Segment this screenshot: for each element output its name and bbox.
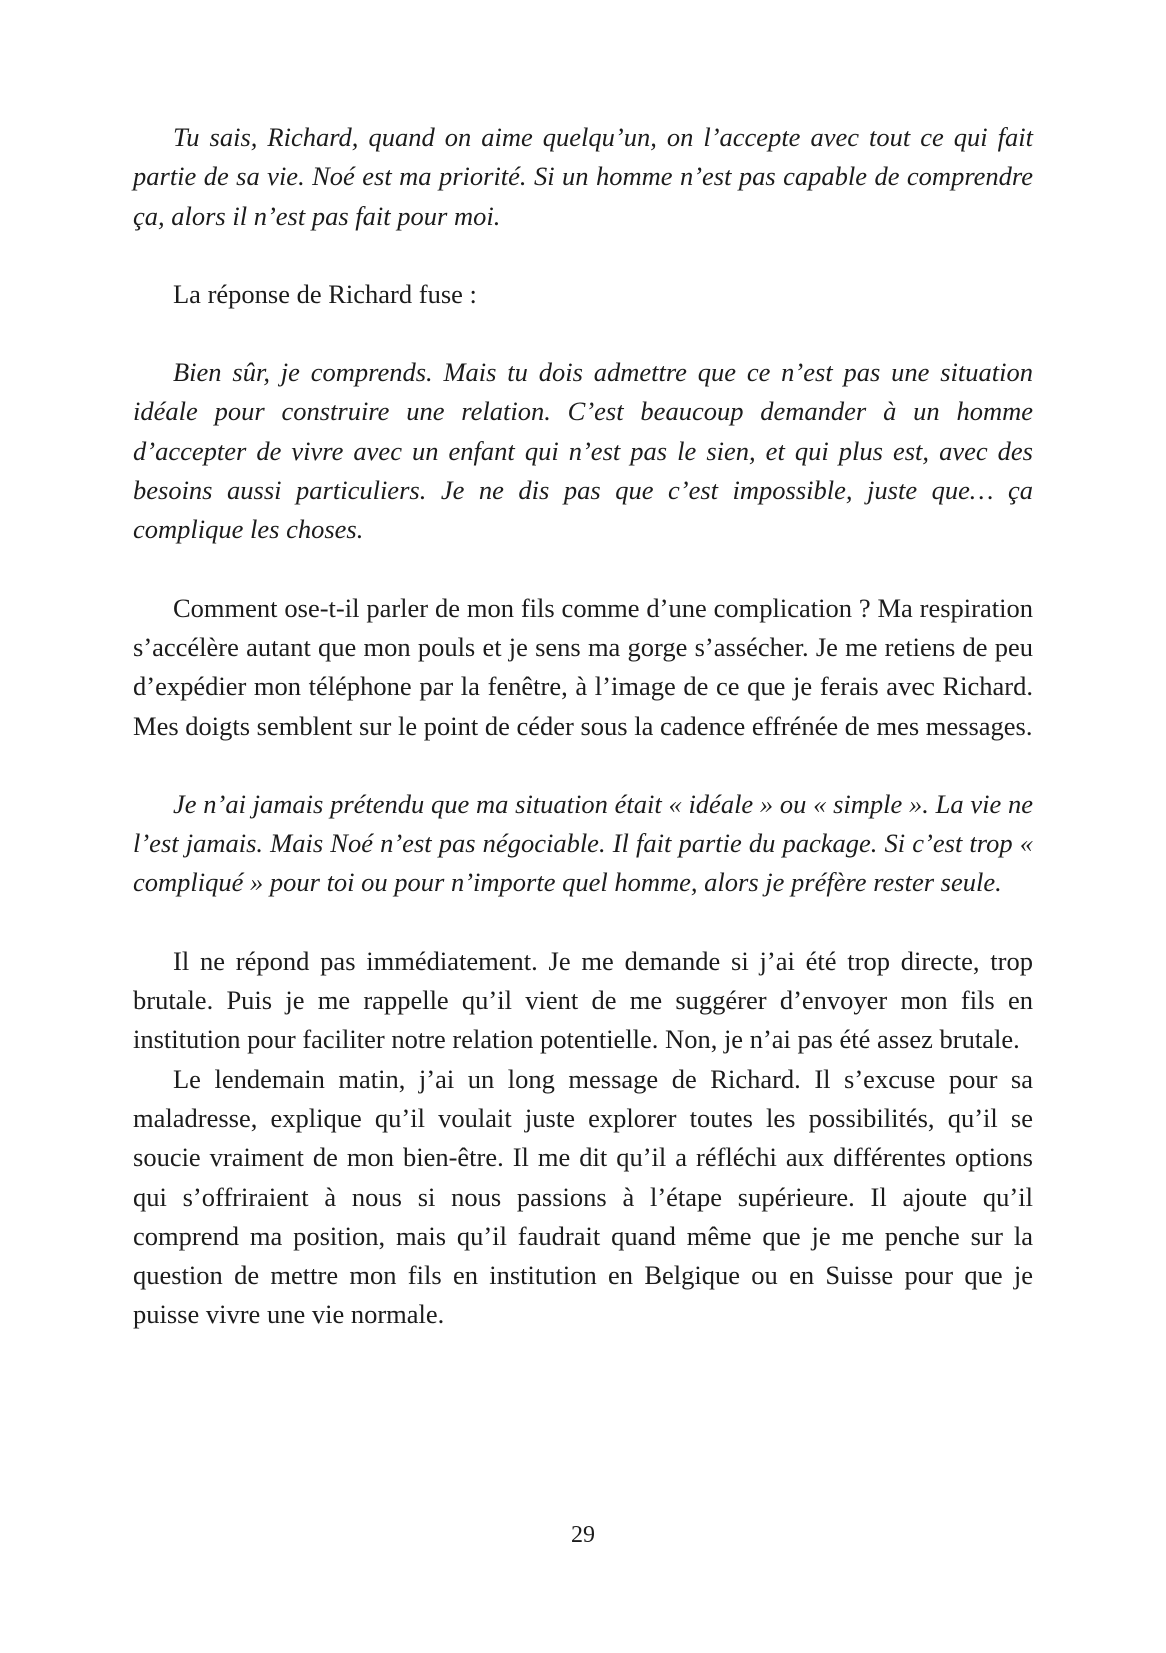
paragraph-gap — [133, 314, 1033, 353]
paragraph-gap — [133, 236, 1033, 275]
text-block — [133, 118, 1033, 1335]
paragraph-gap — [133, 746, 1033, 785]
paragraph-gap — [133, 903, 1033, 942]
narration-paragraph-2: Comment ose-t-il parler de mon fils comme d’une complication ? Ma respiration s’accélère autant que mon pouls et je sens ma gorge s’assécher. Je me retiens de peu d’expédier mon téléphone par la fenêtre, à l’image de ce que je ferais avec Richard. Mes doigts semblent sur le point de céder sous la cadence effrénée de mes messages. — [133, 592, 1033, 741]
message-paragraph-2: Bien sûr, je comprends. Mais tu dois admettre que ce n’est pas une situation idéale pour construire une relation. C’est beaucoup demander à un homme d’accepter de vivre avec un enfant qui n’est pas le sien, et qui plus est, avec des besoins aussi particuliers. Je ne dis pas que c’est impossible, juste que… ça complique les choses. — [133, 357, 1033, 545]
paragraph-gap — [133, 550, 1033, 589]
narration-paragraph-4: Le lendemain matin, j’ai un long message de Richard. Il s’excuse pour sa maladresse, explique qu’il voulait juste explorer toutes les possibilités, qu’il se soucie vraiment de mon bien-être. Il me dit qu’il a réfléchi aux différentes options qui s’offriraient à nous si nous passions à l’étape supérieure. Il ajoute qu’il comprend ma position, mais qu’il faudrait quand même que je me penche sur la question de mettre mon fils en institution en Belgique ou en Suisse pour que je puisse vivre une vie normale. — [133, 1063, 1033, 1330]
narration-paragraph-3: Il ne répond pas immédiatement. Je me demande si j’ai été trop directe, trop brutale. Puis je me rappelle qu’il vient de me suggérer d’envoyer mon fils en institution pour faciliter notre relation potentielle. Non, je n’ai pas été assez brutale. — [133, 945, 1033, 1055]
message-paragraph-1: Tu sais, Richard, quand on aime quelqu’un, on l’accepte avec tout ce qui fait partie de sa vie. Noé est ma priorité. Si un homme n’est pas capable de comprendre ça, alors il n’est pas fait pour moi. — [133, 122, 1033, 231]
narration-paragraph-1: La réponse de Richard fuse : — [173, 278, 477, 309]
message-paragraph-3: Je n’ai jamais prétendu que ma situation était « idéale » ou « simple ». La vie ne l’est jamais. Mais Noé n’est pas négociable. Il fait partie du package. Si c’est trop « compliqué » pour toi ou pour n’importe quel homme, alors je préfère rester seule. — [133, 788, 1033, 898]
page-number: 29 — [571, 1522, 595, 1548]
